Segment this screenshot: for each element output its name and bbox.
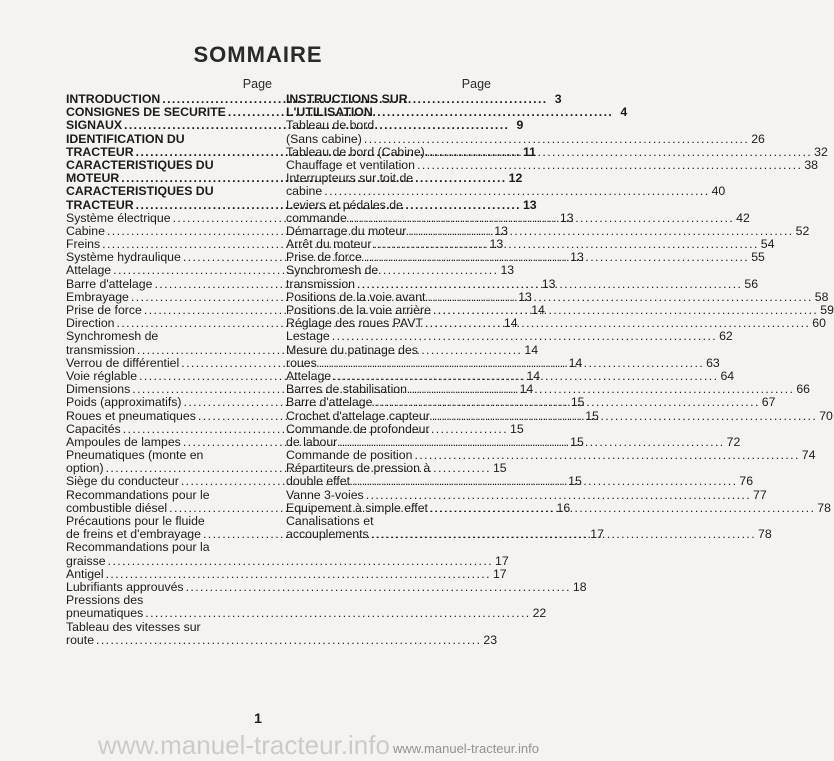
toc-entry-title: Recommandations pour le: [66, 487, 210, 502]
toc-entry-page: 63: [706, 355, 720, 370]
toc-entry-page: 72: [726, 434, 741, 449]
toc-entry-line: [286, 423, 491, 436]
toc-entry-title: Vanne 3-voies: [286, 487, 364, 502]
toc-entry-line: [66, 541, 272, 554]
toc-entry-title: CARACTERISTIQUES DU: [66, 157, 214, 172]
dot-leader: [96, 634, 481, 647]
toc-entry-title: option): [66, 461, 104, 476]
dot-leader: [371, 528, 756, 541]
toc-entry-title: INSTRUCTIONS SUR: [286, 92, 408, 106]
dot-leader: [357, 278, 742, 291]
toc-entry-title: Equipement à simple effet: [286, 500, 428, 515]
dot-leader: [425, 317, 810, 330]
dot-leader: [430, 502, 815, 515]
toc-entry-page: 74: [801, 448, 816, 463]
toc-entry-line: [66, 185, 272, 198]
toc-entry-line: [286, 487, 767, 502]
toc-entry-page: 60: [812, 316, 826, 331]
page-column-header: Page: [461, 77, 491, 91]
toc-entry-title: combustible diésel: [66, 500, 168, 515]
toc-entry-page: 78: [817, 500, 831, 515]
toc-entry-page: 13: [489, 237, 504, 252]
toc-entry-line: [66, 133, 272, 146]
toc-entry-page: 38: [804, 157, 819, 172]
toc-entry-title: SIGNAUX: [66, 118, 123, 133]
toc-entry-page: 11: [522, 144, 536, 159]
toc-entry-line: [286, 199, 491, 212]
toc-entry-page: 64: [720, 368, 735, 383]
toc-entry-line: [66, 489, 272, 502]
toc-entry-page: 15: [585, 408, 599, 423]
toc-entry-title: Système électrique: [66, 210, 171, 225]
toc-entry-page: 4: [620, 105, 628, 120]
toc-entry-page: 15: [570, 434, 584, 449]
toc-entry-page: 23: [483, 632, 498, 647]
dot-leader: [349, 212, 734, 225]
toc-entry-page: 14: [519, 382, 534, 397]
dot-leader: [319, 357, 704, 370]
toc-entry-page: 56: [744, 276, 759, 291]
toc-entry-page: 13: [518, 289, 532, 304]
toc-entry-title: Lubrifiants approuvés: [66, 579, 184, 594]
dot-leader: [352, 475, 737, 488]
toc-entry-line: [66, 330, 272, 343]
toc-entry-title: Prise de force: [66, 303, 142, 317]
toc-entry-title: Synchromesh de: [286, 263, 379, 278]
page-number: 1: [254, 710, 262, 726]
dot-leader: [414, 449, 799, 462]
toc-entry: [66, 593, 547, 621]
toc-entry-page: 17: [494, 553, 509, 568]
toc-entry-title: commande: [286, 210, 347, 225]
toc-entry-line: [286, 131, 765, 146]
toc-entry: [286, 329, 733, 344]
toc-entry-title: Canalisations et: [286, 514, 374, 528]
toc-entry-line: [286, 119, 491, 132]
toc-entry-page: 13: [522, 197, 537, 212]
toc-entry-title: Positions de la voie arrière: [286, 303, 431, 317]
toc-entry-title: TRACTEUR: [66, 144, 134, 159]
toc-entry-title: Précautions pour le fluide: [66, 514, 205, 528]
toc-entry-title: cabine: [286, 184, 323, 199]
toc-entry-title: Commande de position: [286, 448, 413, 463]
toc-entry-page: 15: [568, 474, 582, 489]
toc-entry-title: route: [66, 632, 95, 647]
toc-entry-line: [66, 632, 498, 647]
toc-entry-line: [286, 184, 726, 199]
toc-entry-title: Attelage: [286, 368, 332, 383]
toc-entry-title: Lestage: [286, 329, 330, 344]
toc-entry-page: 54: [760, 237, 775, 252]
toc-entry-page: 76: [739, 474, 754, 489]
toc-entry-page: 42: [736, 210, 750, 225]
toc-entry-title: Répartiteurs de pression à: [286, 461, 431, 476]
toc-entry-line: [66, 553, 509, 568]
toc-entry-page: 14: [503, 316, 518, 331]
toc-entry-title: Barre d'attelage: [286, 395, 373, 410]
toc-entry-page: 15: [510, 421, 524, 436]
toc-entry-line: [286, 264, 491, 277]
dot-leader: [364, 251, 749, 264]
toc-entry-page: 13: [559, 210, 574, 225]
toc-entry-title: Commande de profondeur: [286, 421, 430, 436]
toc-entry-title: Antigel: [66, 566, 104, 581]
toc-entry-title: Barres de stabilisation: [286, 382, 407, 397]
toc-entry-title: Poids (approximatifs): [66, 395, 182, 410]
toc-entry-title: Tableau de bord (Cabine): [286, 144, 425, 159]
toc-entry-title: Crochet d'attelage capteur: [286, 408, 430, 423]
toc-entry-title: Ampoules de lampes: [66, 434, 181, 449]
dot-leader: [364, 133, 749, 146]
toc-entry-page: 14: [568, 355, 583, 370]
toc-entry-title: Dimensions: [66, 382, 131, 397]
toc-entry: [286, 118, 765, 146]
toc-entry-title: accouplements: [286, 527, 369, 542]
toc-entry-title: Leviers et pédales de: [286, 197, 403, 212]
dot-leader: [145, 607, 530, 620]
dot-leader: [427, 146, 812, 159]
toc-entry-page: 32: [814, 144, 828, 159]
toc-entry-title: Roues et pneumatiques: [66, 408, 196, 423]
toc-entry-title: de freins et d'embrayage: [66, 527, 201, 542]
toc-entry-page: 13: [500, 263, 515, 278]
toc-entry-page: 26: [751, 131, 765, 146]
dot-leader: [106, 568, 491, 581]
dot-leader: [324, 185, 709, 198]
toc-entry-title: double effet: [286, 474, 351, 489]
toc-entry-title: Système hydraulique: [66, 250, 181, 265]
toc-entry: [66, 540, 509, 568]
toc-entry-page: 58: [814, 289, 829, 304]
toc-entry-page: 52: [795, 223, 810, 238]
dot-leader: [333, 370, 718, 383]
toc-entry-line: [66, 566, 507, 581]
dot-leader: [417, 159, 802, 172]
toc-entry-title: Réglage des roues PAVT: [286, 316, 423, 331]
dot-leader: [433, 304, 818, 317]
dot-leader: [409, 383, 794, 396]
toc-entry-page: 55: [751, 250, 765, 265]
toc-entry-page: 70: [819, 408, 833, 423]
toc-entry-title: Démarrage du moteur: [286, 223, 407, 238]
toc-entry-title: Verrou de différentiel: [66, 355, 180, 370]
toc-entry-title: Freins: [66, 237, 101, 252]
toc-entry-page: 40: [711, 184, 726, 199]
toc-entry-page: 18: [572, 579, 587, 594]
toc-entry-title: pneumatiques: [66, 606, 144, 621]
toc-entry-title: Positions de la voie avant: [286, 289, 426, 304]
toc-entry-page: 66: [796, 382, 810, 397]
watermark-url: www.manuel-tracteur.info: [393, 741, 539, 756]
toc-entry-page: 14: [531, 303, 545, 317]
toc-entry-page: 22: [532, 606, 547, 621]
toc-entry-title: Barre d'attelage: [66, 276, 153, 291]
toc-entry-title: TRACTEUR: [66, 197, 134, 212]
dot-leader: [373, 238, 758, 251]
toc-entry-title: transmission: [66, 342, 136, 357]
toc-entry-title: Pneumatiques (monte en: [66, 448, 204, 463]
toc-entry-title: Direction: [66, 316, 115, 331]
toc-entry-page: 12: [508, 171, 523, 186]
toc-entry-title: Cabine: [66, 223, 105, 238]
toc-entry-title: Attelage: [66, 263, 112, 278]
toc-entry-page: 13: [570, 250, 584, 265]
toc-entry-title: Prise de force: [286, 250, 362, 265]
toc-entry-page: 3: [554, 92, 562, 106]
toc-entry-title: Mesure du patinage des: [286, 342, 418, 357]
toc-entry-title: roues: [286, 355, 317, 370]
toc-entry-title: Interrupteurs sur toit de: [286, 171, 414, 186]
watermark: www.manuel-tracteur.info: [98, 730, 390, 760]
toc-entry-title: (Sans cabine): [286, 131, 362, 146]
toc-entry-line: [66, 621, 272, 634]
toc-entry-page: 9: [516, 118, 524, 133]
toc-entry-title: Voie réglable: [66, 368, 138, 383]
toc-entry-title: CONSIGNES DE SECURITE: [66, 105, 226, 120]
toc-entry-page: 62: [719, 329, 733, 344]
toc-entry-page: 13: [494, 223, 508, 238]
page-title: SOMMAIRE: [193, 42, 323, 67]
toc-entry: [286, 93, 491, 119]
toc-entry-page: 13: [541, 276, 556, 291]
toc-entry-title: Tableau des vitesses sur: [66, 619, 201, 634]
toc-entry-line: [286, 344, 491, 357]
toc-entry-page: 16: [556, 500, 571, 515]
dot-leader: [374, 396, 759, 409]
toc-entry-title: graisse: [66, 553, 106, 568]
dot-leader: [427, 291, 812, 304]
toc-entry-title: de labour: [286, 434, 338, 449]
toc-entry-line: [286, 329, 733, 344]
toc-entry: [66, 619, 498, 647]
toc-entry-title: MOTEUR: [66, 171, 120, 186]
toc-entry-page: 59: [820, 303, 834, 317]
toc-entry: [286, 487, 767, 502]
dot-leader: [339, 436, 724, 449]
toc-entry: [66, 566, 507, 581]
dot-leader: [186, 581, 571, 594]
toc-entry-title: Capacités: [66, 421, 121, 436]
toc-entry-title: CARACTERISTIQUES DU: [66, 184, 214, 199]
toc-entry-page: 15: [570, 395, 585, 410]
toc-entry-page: 17: [590, 527, 604, 542]
toc-entry-page: 17: [492, 566, 507, 581]
toc-entry-title: Chauffage et ventilation: [286, 157, 415, 172]
toc-entry-title: Pressions des: [66, 593, 144, 608]
toc-entry-title: Arrêt du moteur: [286, 237, 372, 252]
dot-leader: [432, 410, 817, 423]
dot-leader: [332, 330, 717, 343]
toc-entry-title: INTRODUCTION: [66, 92, 161, 106]
toc-entry-title: Embrayage: [66, 289, 129, 304]
toc-entry-page: 67: [761, 395, 776, 410]
toc-entry-line: [66, 606, 547, 621]
dot-leader: [108, 555, 493, 568]
dot-leader: [408, 225, 793, 238]
toc-entry-title: Siège du conducteur: [66, 474, 179, 489]
toc-entry-title: Recommandations pour la: [66, 540, 210, 555]
toc-entry-page: 78: [758, 527, 772, 542]
page-column-header: Page: [242, 77, 272, 91]
toc-entry-title: Tableau de bord: [286, 118, 375, 133]
toc-entry-title: transmission: [286, 276, 356, 291]
toc-entry-page: 15: [492, 461, 507, 476]
toc-entry-title: L'UTILISATION: [286, 105, 373, 120]
dot-leader: [366, 489, 751, 502]
toc-entry-page: 77: [753, 487, 767, 502]
toc-entry-page: 14: [526, 368, 541, 383]
toc-entry-title: IDENTIFICATION DU: [66, 131, 185, 146]
toc-entry-title: Synchromesh de: [66, 329, 159, 344]
toc-entry-page: 14: [524, 342, 539, 357]
